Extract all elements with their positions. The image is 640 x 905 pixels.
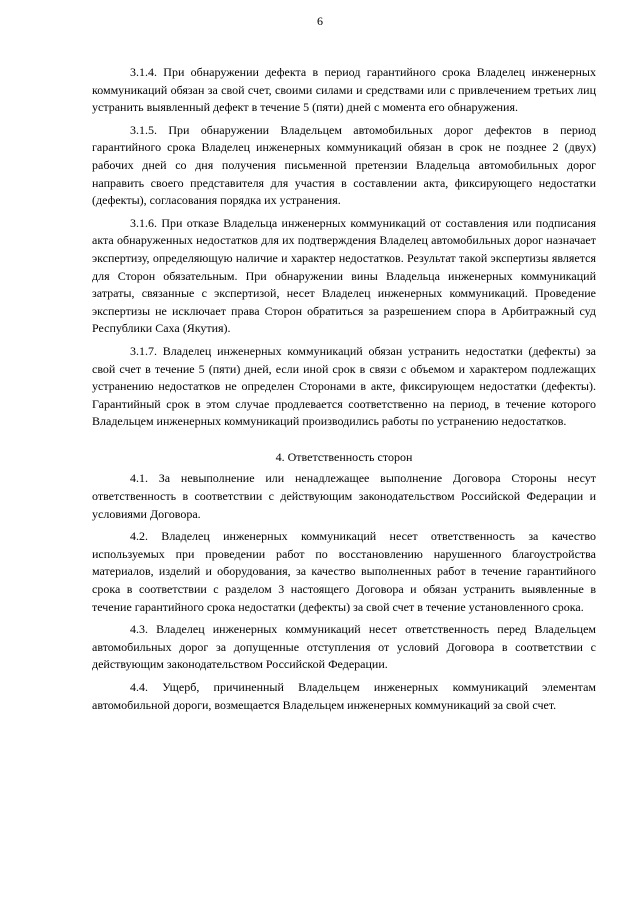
clause-3-1-4: 3.1.4. При обнаружении дефекта в период гарантийного срока Владелец инженерных коммуникаций обязан за свой счет, своими силами и средствами или с привлечением третьих лиц устранить выявленный дефект в течение 5 (пяти) дней с момента его обнаружения. — [92, 65, 596, 115]
clause-4-1: 4.1. За невыполнение или ненадлежащее выполнение Договора Стороны несут ответственность в соответствии с действующим законодательством Российской Федерации и условиями Договора. — [92, 471, 596, 521]
clause-4-2: 4.2. Владелец инженерных коммуникаций несет ответственность за качество используемых при проведении работ по восстановлению нарушенного благоустройства материалов, изделий и оборудования, за качество выполненных работ в течение гарантийного срока в соответствии с разделом 3 настоящего Договора и обязан устранить выявленные в течение гарантийного срока недостатки (дефекты) за свой счет в течение установленного срока. — [92, 529, 596, 614]
clause-4-3: 4.3. Владелец инженерных коммуникаций несет ответственность перед Владельцем автомобильных дорог за допущенные отступления от условий Договора в соответствии с действующим законодательством Российской Федерации. — [92, 622, 596, 672]
clause-3-1-5: 3.1.5. При обнаружении Владельцем автомобильных дорог дефектов в период гарантийного срока Владелец инженерных коммуникаций обязан в срок не позднее 2 (двух) рабочих дней со дня получения письменной претензии Владельца автомобильных дорог направить своего представителя для участия в составлении акта, фиксирующего недостатки (дефекты), согласования порядка их устранения. — [92, 122, 596, 208]
document-body — [92, 64, 596, 719]
page-number: 6 — [317, 14, 323, 28]
clause-3-1-7: 3.1.7. Владелец инженерных коммуникаций обязан устранить недостатки (дефекты) за свой счет в течение 5 (пяти) дней, если иной срок в связи с объемом и характером подлежащих устранению недостатков не определен Сторонами в акте, фиксирующем недостатки (дефекты). Гарантийный срок в этом случае продлевается соответственно на период, в течение которого Владельцем инженерных коммуникаций производились работы по устранению недостатков. — [92, 343, 596, 429]
clause-3-1-6: 3.1.6. При отказе Владельца инженерных коммуникаций от составления или подписания акта обнаруженных недостатков для их подтверждения Владелец автомобильных дорог назначает экспертизу, определяющую наличие и характер недостатков. Результат такой экспертизы является для Сторон обязательным. При обнаружении вины Владельца инженерных коммуникаций затраты, связанные с экспертизой, несет Владелец инженерных коммуникаций. Проведение экспертизы не исключает права Сторон обратиться за разрешением спора в Арбитражный суд Республики Саха (Якутия). — [92, 215, 596, 336]
clause-4-4: 4.4. Ущерб, причиненный Владельцем инженерных коммуникаций элементам автомобильной дороги, возмещается Владельцем инженерных коммуникаций за свой счет. — [92, 680, 596, 712]
section-heading: 4. Ответственность сторон — [275, 449, 413, 464]
